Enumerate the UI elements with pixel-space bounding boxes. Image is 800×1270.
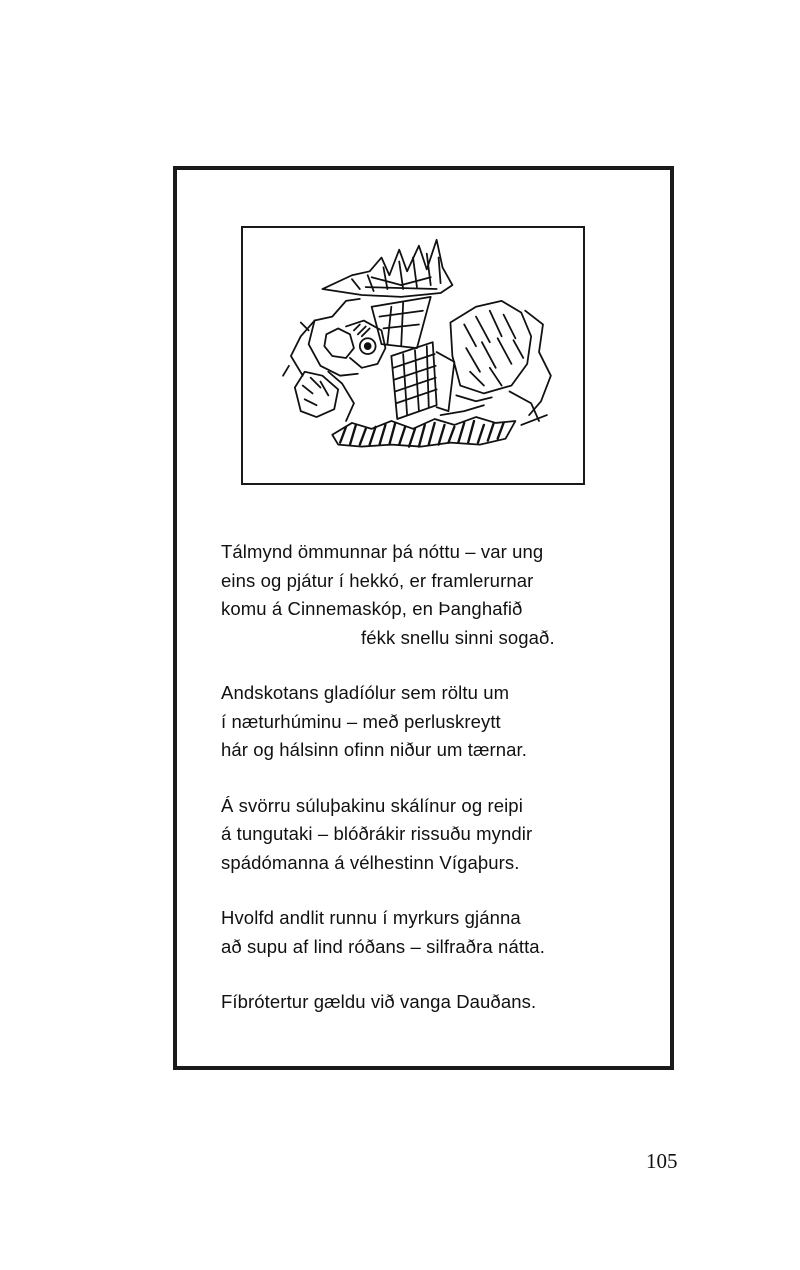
poem-line: fékk snellu sinni sogað. (361, 626, 555, 648)
abstract-sketch (243, 228, 583, 483)
poem-line: Fíbrótertur gældu við vanga Dauðans. (221, 991, 537, 1012)
ink-drawing-illustration (241, 226, 585, 485)
poem-line: Á svörru súluþakinu skálínur og reipi (221, 794, 523, 816)
stanza-4 (221, 904, 621, 961)
poem-line: á tungutaki – blóðrákir rissuðu myndir (221, 823, 533, 844)
poem-line: eins og pjátur í hekkó, er framlerurnar (221, 569, 534, 591)
poem-line: komu á Cinnemaskóp, en Þanghafið (221, 598, 523, 619)
stanza-2 (221, 679, 621, 765)
poem-line: Andskotans gladíólur sem röltu um (221, 682, 510, 703)
poem-line: að supu af lind róðans – silfraðra nátta. (221, 935, 545, 957)
poem (221, 538, 621, 1044)
page-number: 105 (646, 1149, 678, 1173)
stanza-5 (221, 988, 621, 1017)
poem-line: Tálmynd ömmunnar þá nóttu – var ung (221, 541, 544, 562)
poem-line: Hvolfd andlit runnu í myrkurs gjánna (221, 907, 521, 928)
poem-line: í næturhúminu – með perluskreytt (221, 710, 501, 732)
stanza-1 (221, 538, 621, 652)
stanza-3 (221, 792, 621, 878)
poem-line: hár og hálsinn ofinn niður um tærnar. (221, 739, 528, 760)
poem-line: spádómanna á vélhestinn Vígaþurs. (221, 851, 520, 873)
